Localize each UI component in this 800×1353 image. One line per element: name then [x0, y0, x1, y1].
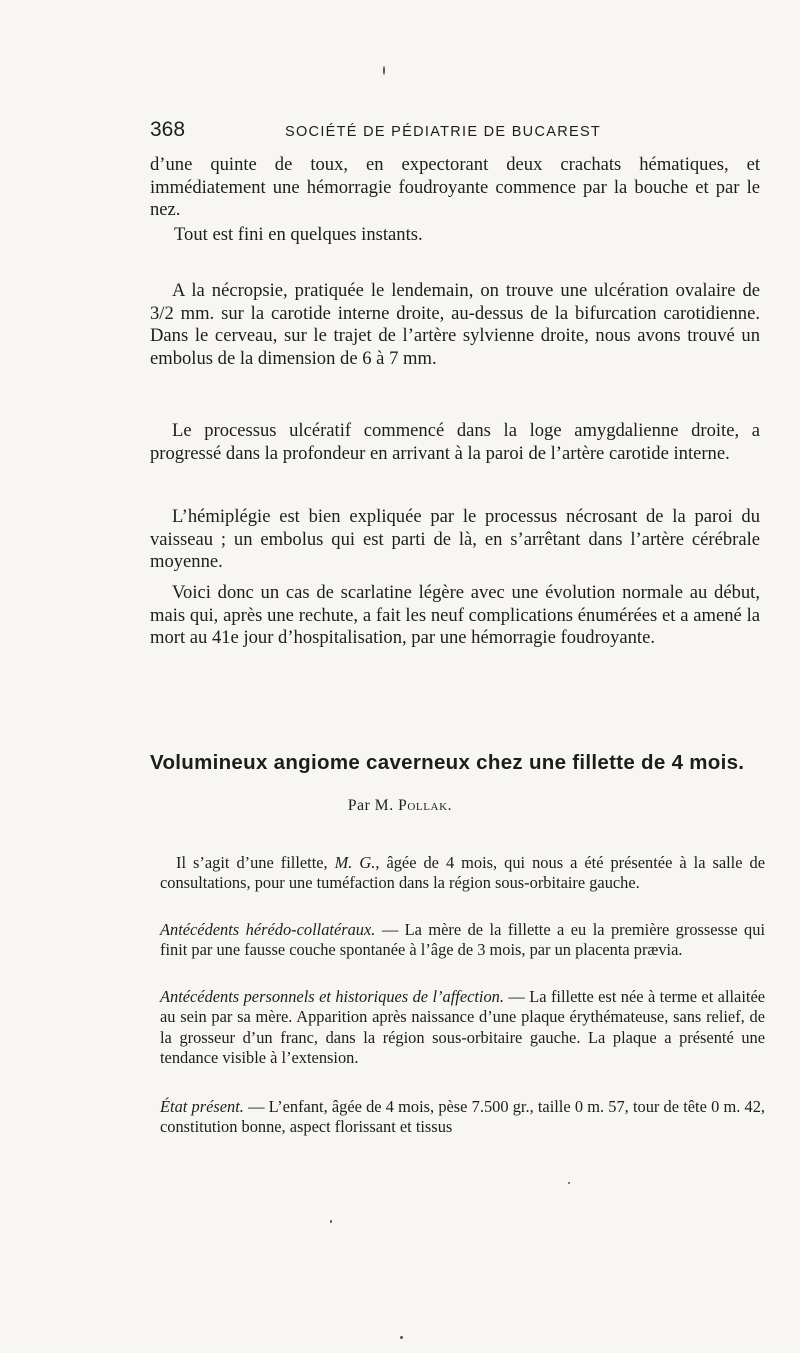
paper-speck [400, 1336, 403, 1339]
family-history-text: — La mère de la fillette a eu la première grossesse qui finit par une fausse couche spontanée à l’âge de 3 mois, par un placenta prævia. [160, 920, 765, 960]
author-name: Pollak. [398, 797, 453, 814]
page-number: 368 [150, 118, 186, 141]
paragraph-continuation: d’une quinte de toux, en expectorant deux crachats hématiques, et immédiatement une hémorragie foudroyante commence par la bouche et par le nez. [150, 154, 760, 221]
family-history-heading: Antécédents hérédo-collatéraux. [160, 920, 376, 939]
paragraph-end: Tout est fini en quelques instants. [174, 224, 423, 245]
paragraph-ulcerative-process: Le processus ulcératif commencé dans la loge amygdalienne droite, a progressé dans la profondeur en arrivant à la paroi de l’artère carotide interne. [150, 420, 760, 464]
personal-history-text: — La fillette est née à terme et allaitée au sein par sa mère. Apparition après naissance d’une plaque érythémateuse, sans relief, de la grosseur d’un franc, dans la région sous-orbitaire gauche. La plaque a présenté une tendance visible à l’extension. [160, 987, 765, 1068]
author-line [0, 797, 800, 815]
paragraph-hemiplegia: L’hémiplégie est bien expliquée par le processus nécrosant de la paroi du vaisseau ; un embolus qui est parti de là, en s’arrêtant dans l’artère cérébrale moyenne. [150, 506, 760, 573]
paper-speck [330, 1220, 332, 1223]
case-introduction [160, 853, 765, 894]
article-title: Volumineux angiome caverneux chez une fillette de 4 mois. [150, 751, 745, 774]
present-state-text: — L’enfant, âgée de 4 mois, pèse 7.500 gr., taille 0 m. 57, tour de tête 0 m. 42, constitution bonne, aspect florissant et tissus [160, 1097, 765, 1137]
page-header [150, 118, 750, 148]
paper-speck [383, 66, 385, 75]
personal-history-heading: Antécédents personnels et historiques de l’affection. [160, 987, 504, 1006]
case-intro-start: Il s’agit d’une fillette, [176, 853, 335, 872]
present-state-heading: État présent. [160, 1097, 244, 1116]
personal-history [160, 987, 765, 1069]
paper-speck [568, 1182, 570, 1184]
paragraph-conclusion: Voici donc un cas de scarlatine légère avec une évolution normale au début, mais qui, après une rechute, a fait les neuf complications énumérées et a amené la mort au 41e jour d’hospitalisation, par une hémorragie foudroyante. [150, 582, 760, 649]
running-head: SOCIÉTÉ DE PÉDIATRIE DE BUCAREST [285, 124, 602, 140]
paragraph-necropsy: A la nécropsie, pratiquée le lendemain, on trouve une ulcération ovalaire de 3/2 mm. sur la carotide interne droite, au-dessus de la bifurcation carotidienne. Dans le cerveau, sur le trajet de l’artère sylvienne droite, nous avons trouvé un embolus de la dimension de 6 à 7 mm. [150, 280, 760, 369]
case-intro-end: , âgée de 4 mois, qui nous a été présentée à la salle de consultations, pour une tuméfaction dans la région sous-orbitaire gauche. [160, 853, 765, 893]
present-state [160, 1097, 765, 1138]
patient-initials: M. G. [334, 853, 376, 872]
author-prefix: Par M. [347, 797, 394, 814]
family-history [160, 920, 765, 961]
